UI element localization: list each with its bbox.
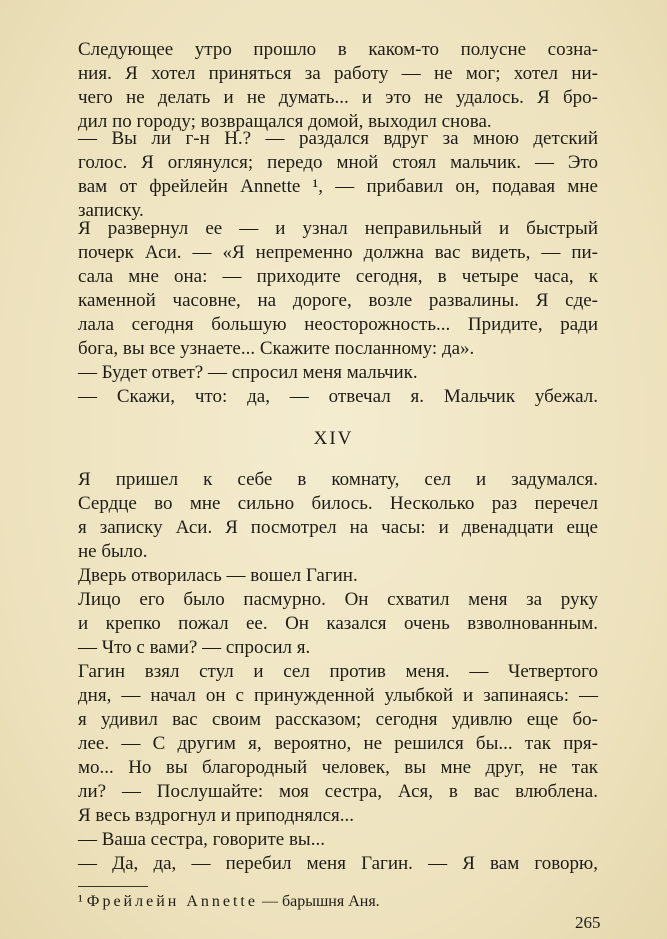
text-line: мо... Но вы благородный человек, вы мне друг, не так <box>78 757 598 778</box>
text-line: — Скажи, что: да, — отвечал я. Мальчик убежал. <box>78 386 598 407</box>
text-line: — Вы ли г-н Н.? — раздался вдруг за мною детский <box>78 128 598 149</box>
text-line: сала мне она: — приходите сегодня, в четыре часа, к <box>78 266 598 287</box>
footnote-term: Фрейлейн Annette <box>86 893 258 910</box>
footnote <box>78 893 380 911</box>
text-line: Гагин взял стул и сел против меня. — Четвертого <box>78 661 598 682</box>
text-line: я удивил вас своим рассказом; сегодня удивлю еще бо- <box>78 709 598 730</box>
text-line: Лицо его было пасмурно. Он схватил меня за руку <box>78 589 598 610</box>
text-line: — Что с вами? — спросил я. <box>78 637 311 658</box>
text-line: вам от фрейлейн Annette ¹, — прибавил он, подавая мне <box>78 176 598 197</box>
text-line: голос. Я оглянулся; передо мной стоял мальчик. — Это <box>78 152 598 173</box>
text-line: Дверь отворилась — вошел Гагин. <box>78 565 358 586</box>
page-number: 265 <box>575 913 601 932</box>
text-line: бога, вы все узнаете... Скажите посланному: да». <box>78 338 475 359</box>
text-line: почерк Аси. — «Я непременно должна вас видеть, — пи- <box>78 242 598 263</box>
text-line: — Да, да, — перебил меня Гагин. — Я вам говорю, <box>78 853 598 874</box>
text-line: Я пришел к себе в комнату, сел и задумался. <box>78 469 598 490</box>
text-line: Я развернул ее — и узнал неправильный и быстрый <box>78 218 598 239</box>
text-line: записку. <box>78 200 144 221</box>
footnote-rule <box>78 886 148 887</box>
footnote-translation: — барышня Аня. <box>261 893 380 910</box>
text-line: и крепко пожал ее. Он казался очень взволнованным. <box>78 613 598 634</box>
text-line: Сердце во мне сильно билось. Несколько раз перечел <box>78 493 598 514</box>
text-line: ли? — Послушайте: моя сестра, Ася, в вас влюблена. <box>78 781 598 802</box>
text-line: не было. <box>78 541 148 562</box>
text-line: — Будет ответ? — спросил меня мальчик. <box>78 362 418 383</box>
text-line: каменной часовне, на дороге, возле развалины. Я сде- <box>78 290 598 311</box>
text-line: лее. — С другим я, вероятно, не решился бы... так пря- <box>78 733 598 754</box>
text-line: — Ваша сестра, говорите вы... <box>78 829 325 850</box>
text-line: чего не делать и не думать... и это не удалось. Я бро- <box>78 87 598 108</box>
text-line: ния. Я хотел приняться за работу — не мог; хотел ни- <box>78 63 598 84</box>
text-line: дил по городу; возвращался домой, выходил снова. <box>78 111 492 132</box>
chapter-heading: XIV <box>313 428 354 449</box>
text-line: лала сегодня большую неосторожность... Придите, ради <box>78 314 598 335</box>
footnote-marker: ¹ <box>78 893 83 910</box>
text-line: я записку Аси. Я посмотрел на часы: и двенадцати еще <box>78 517 598 538</box>
text-line: Следующее утро прошло в каком-то полусне созна- <box>78 39 598 60</box>
text-line: дня, — начал он с принужденной улыбкой и запинаясь: — <box>78 685 598 706</box>
text-line: Я весь вздрогнул и приподнялся... <box>78 805 355 826</box>
